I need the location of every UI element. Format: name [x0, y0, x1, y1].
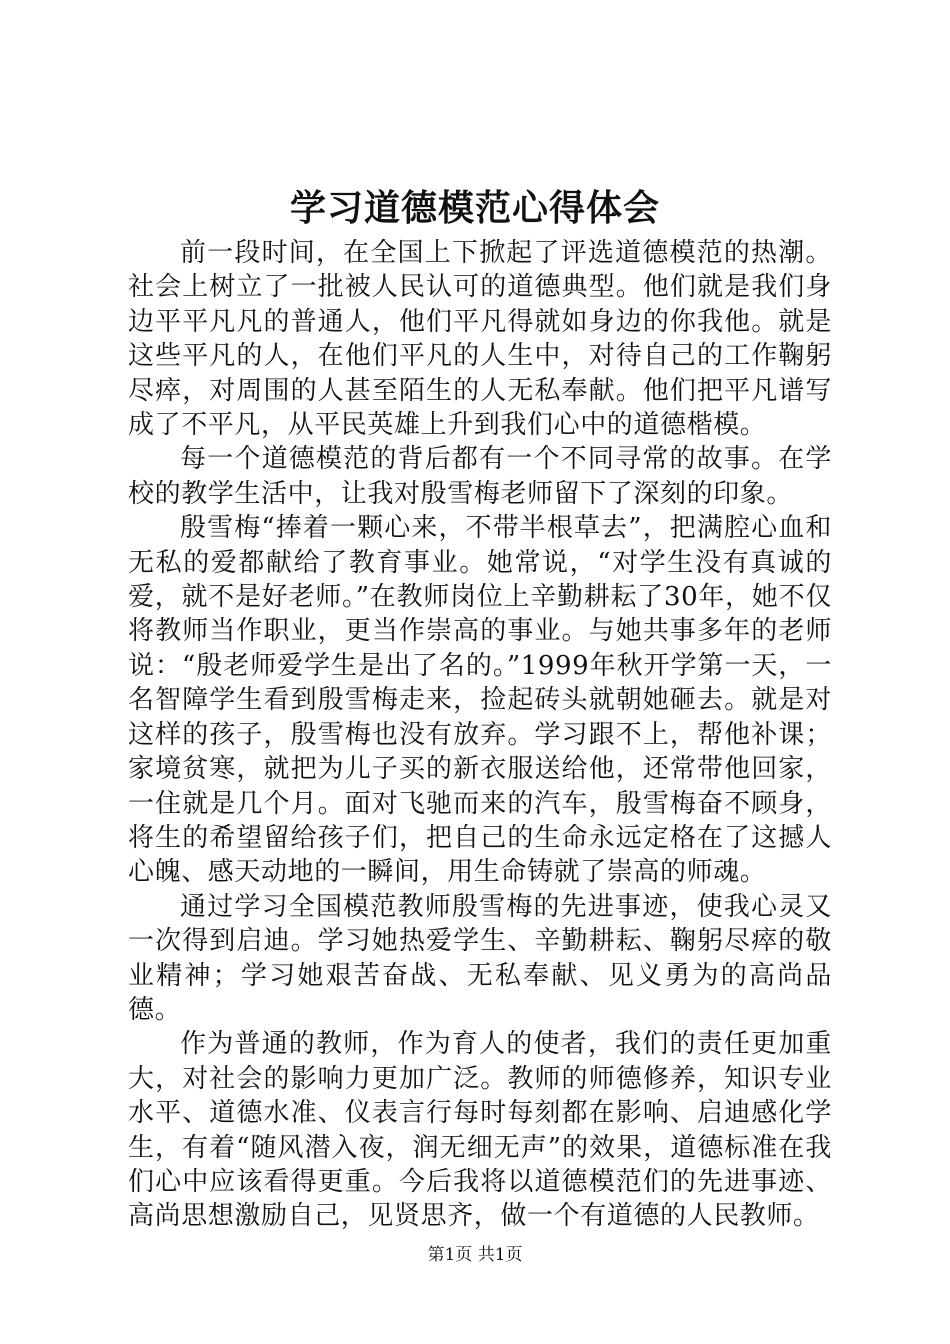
document-body — [128, 236, 832, 1234]
paragraph: 作为普通的教师，作为育人的使者，我们的责任更加重大，对社会的影响力更加广泛。教师的师德修养，知识专业水平、道德水准、仪表言行每时每刻都在影响、启迪感化学生，有着“随风潜入夜，润无细无声”的效果，道德标准在我们心中应该看得更重。今后我将以道德模范们的先进事迹、高尚思想激励自己，见贤思齐，做一个有道德的人民教师。 — [128, 1029, 832, 1232]
paragraph: 通过学习全国模范教师殷雪梅的先进事迹，使我心灵又一次得到启迪。学习她热爱学生、辛勤耕耘、鞠躬尽瘁的敬业精神；学习她艰苦奋战、无私奉献、见义勇为的高尚品德。 — [128, 891, 832, 1025]
page-number-footer: 第1页 共1页 — [427, 1245, 523, 1265]
paragraph: 每一个道德模范的背后都有一个不同寻常的故事。在学校的教学生活中，让我对殷雪梅老师留下了深刻的印象。 — [128, 444, 832, 509]
paragraph: 前一段时间，在全国上下掀起了评选道德模范的热潮。社会上树立了一批被人民认可的道德典型。他们就是我们身边平平凡凡的普通人，他们平凡得就如身边的你我他。就是这些平凡的人，在他们平凡的人生中，对待自己的工作鞠躬尽瘁，对周围的人甚至陌生的人无私奉献。他们把平凡谱写成了不平凡，从平民英雄上升到我们心中的道德楷模。 — [128, 238, 832, 441]
paragraph: 殷雪梅“捧着一颗心来，不带半根草去”，把满腔心血和无私的爱都献给了教育事业。她常说，“对学生没有真诚的爱，就不是好老师。”在教师岗位上辛勤耕耘了30年，她不仅将教师当作职业，更当作崇高的事业。与她共事多年的老师说：“殷老师爱学生是出了名的。”1999年秋开学第一天，一名智障学生看到殷雪梅走来，捡起砖头就朝她砸去。就是对这样的孩子，殷雪梅也没有放弃。学习跟不上，帮他补课；家境贫寒，就把为儿子买的新衣服送给他，还常带他回家，一住就是几个月。面对飞驰而来的汽车，殷雪梅奋不顾身，将生的希望留给孩子们，把自己的生命永远定格在了这撼人心魄、感天动地的一瞬间，用生命铸就了崇高的师魂。 — [128, 513, 832, 888]
document-title: 学习道德模范心得体会 — [289, 187, 660, 229]
